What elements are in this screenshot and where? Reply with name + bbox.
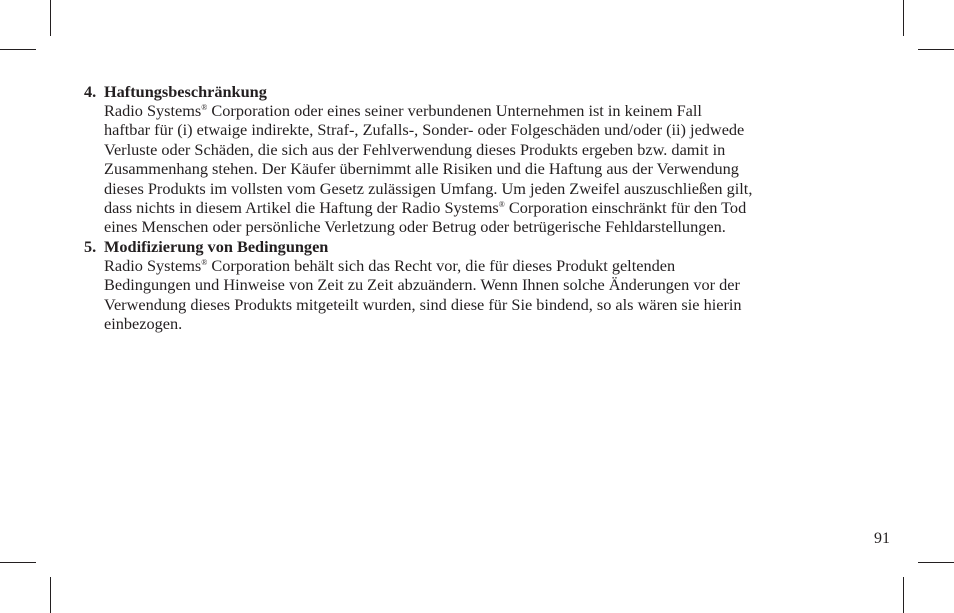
- text-run: dass nichts in diesem Artikel die Haftung der Radio Systems: [104, 198, 499, 218]
- document-body: [84, 82, 874, 333]
- section-number: 4.: [84, 82, 97, 101]
- registered-mark: ®: [201, 257, 208, 267]
- text-line: [104, 101, 874, 120]
- text-line: [104, 159, 874, 178]
- text-line: [104, 217, 874, 236]
- crop-mark-top-left-vertical: [50, 0, 51, 36]
- registered-mark: ®: [498, 200, 505, 210]
- text-run: Verwendung dieses Produkts mitgeteilt wurden, sind diese für Sie bindend, so als wären sie hierin: [104, 294, 742, 314]
- text-run: dieses Produkts im vollsten vom Gesetz zulässigen Umfang. Um jeden Zweifel auszuschließen gilt,: [104, 178, 753, 198]
- text-run: Corporation behält sich das Recht vor, die für dieses Produkt geltenden: [207, 255, 676, 275]
- section-title: Modifizierung von Bedingungen: [104, 236, 329, 256]
- text-run: Verluste oder Schäden, die sich aus der Fehlverwendung dieses Produkts ergeben bzw. damit in: [104, 139, 726, 159]
- text-run: Corporation oder eines seiner verbundenen Unternehmen ist in keinem Fall: [207, 101, 702, 120]
- text-run: Corporation einschränkt für den Tod: [504, 198, 747, 218]
- crop-mark-top-right-vertical: [903, 0, 904, 36]
- text-run: eines Menschen oder persönliche Verletzung oder Betrug oder betrügerische Fehldarstellungen.: [104, 217, 726, 237]
- section-heading: [84, 237, 874, 256]
- section-body: [104, 256, 874, 334]
- registered-mark: ®: [201, 103, 208, 112]
- text-line: [104, 120, 874, 139]
- page-number: 91: [874, 530, 890, 547]
- section-number: 5.: [84, 236, 97, 256]
- text-line: [104, 314, 874, 333]
- crop-mark-bottom-right-horizontal: [918, 562, 954, 563]
- text-line: [104, 295, 874, 314]
- text-line: [104, 256, 874, 275]
- crop-mark-bottom-left-vertical: [50, 577, 51, 613]
- text-run: Zusammenhang stehen. Der Käufer übernimmt alle Risiken und die Haftung aus der Verwendung: [104, 159, 739, 179]
- text-line: [104, 198, 874, 217]
- crop-mark-top-left-horizontal: [0, 49, 36, 50]
- text-run: Radio Systems: [104, 255, 202, 275]
- section-heading: [84, 82, 874, 101]
- text-run: haftbar für (i) etwaige indirekte, Straf-, Zufalls-, Sonder- oder Folgeschäden und/oder (ii) jedwede: [104, 120, 745, 140]
- text-run: Radio Systems: [104, 101, 202, 120]
- section-title: Haftungsbeschränkung: [104, 82, 267, 101]
- text-run: Bedingungen und Hinweise von Zeit zu Zeit abzuändern. Wenn Ihnen solche Änderungen vor der: [104, 275, 740, 295]
- section-body: [104, 101, 874, 237]
- text-line: [104, 179, 874, 198]
- text-line: [104, 140, 874, 159]
- crop-mark-bottom-left-horizontal: [0, 562, 36, 563]
- crop-mark-bottom-right-vertical: [903, 577, 904, 613]
- text-run: einbezogen.: [104, 314, 183, 334]
- text-line: [104, 275, 874, 294]
- crop-mark-top-right-horizontal: [918, 49, 954, 50]
